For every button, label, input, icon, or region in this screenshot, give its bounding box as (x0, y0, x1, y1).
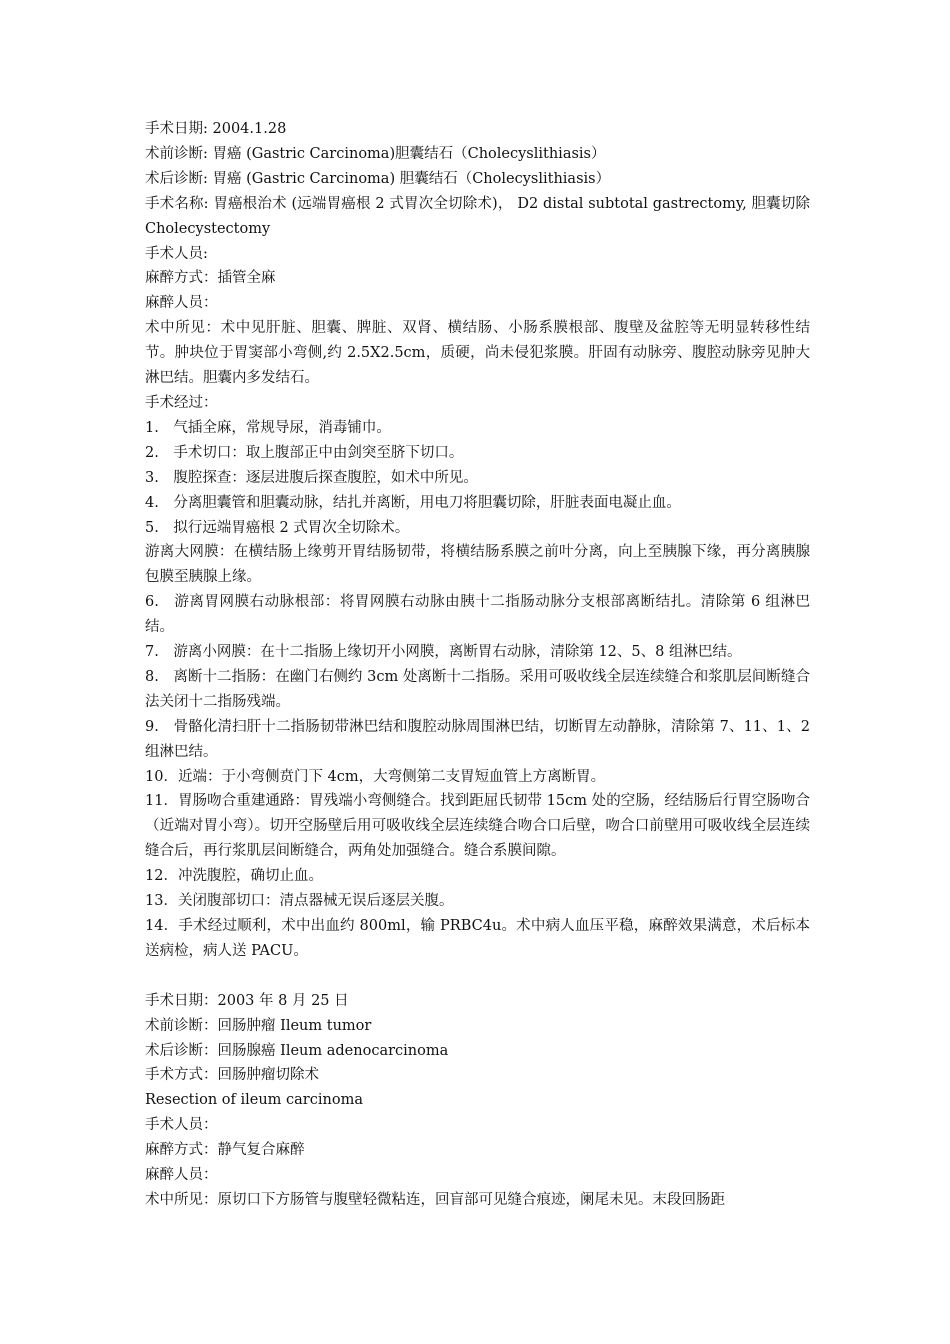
preoperative-diagnosis: 术前诊断: 胃癌 (Gastric Carcinoma)胆囊结石（Cholecyslithiasis） (145, 145, 606, 162)
anesthesia-method: 麻醉方式：插管全麻 (145, 270, 276, 287)
procedure-step: 5. 拟行远端胃癌根 2 式胃次全切除术。 (145, 519, 410, 536)
procedure-english-name: Resection of ileum carcinoma (145, 1092, 363, 1109)
surgical-staff: 手术人员： (145, 1117, 218, 1134)
anesthesia-staff: 麻醉人员： (145, 1167, 218, 1184)
procedure-step: 游离大网膜：在横结肠上缘剪开胃结肠韧带，将横结肠系膜之前叶分离，向上至胰腺下缘，再分离胰腺包膜至胰腺上缘。 (145, 544, 810, 586)
section-spacer (145, 964, 810, 989)
preoperative-diagnosis: 术前诊断：回肠肿瘤 Ileum tumor (145, 1017, 372, 1034)
operation-record-1 (145, 117, 810, 964)
procedure-step: 13．关闭腹部切口：清点器械无误后逐层关腹。 (145, 893, 454, 910)
procedure-step: 1. 气插全麻，常规导尿，消毒铺巾。 (145, 419, 391, 436)
procedure-step: 11．胃肠吻合重建通路：胃残端小弯侧缝合。找到距屈氏韧带 15cm 处的空肠，经结肠后行胃空肠吻合（近端对胃小弯）。切开空肠壁后用可吸收线全层连续缝合吻合口后壁，吻合口前壁用可吸收线全层连续缝合后，再行浆肌层间断缝合，两角处加强缝合。缝合系膜间隙。 (145, 793, 810, 860)
procedure-process-title: 手术经过： (145, 394, 218, 411)
procedure-method: 手术方式：回肠肿瘤切除术 (145, 1067, 319, 1084)
procedure-name: 手术名称: 胃癌根治术 (远端胃癌根 2 式胃次全切除术)， D2 distal subtotal gastrectomy, 胆囊切除 Cholecystectomy (145, 195, 810, 237)
intraoperative-findings: 术中所见：原切口下方肠管与腹壁轻微粘连，回盲部可见缝合痕迹，阑尾未见。末段回肠距 (145, 1191, 725, 1208)
procedure-step: 3. 腹腔探查：逐层进腹后探查腹腔，如术中所见。 (145, 469, 478, 486)
procedure-step: 10．近端：于小弯侧贲门下 4cm，大弯侧第二支胃短血管上方离断胃。 (145, 768, 606, 785)
anesthesia-method: 麻醉方式：静气复合麻醉 (145, 1142, 305, 1159)
postoperative-diagnosis: 术后诊断: 胃癌 (Gastric Carcinoma) 胆囊结石（Cholecyslithiasis） (145, 170, 611, 187)
postoperative-diagnosis: 术后诊断：回肠腺癌 Ileum adenocarcinoma (145, 1042, 449, 1059)
intraoperative-findings: 术中所见：术中见肝脏、胆囊、脾脏、双肾、横结肠、小肠系膜根部、腹壁及盆腔等无明显转移性结节。肿块位于胃窦部小弯侧,约 2.5X2.5cm，质硬，尚未侵犯浆膜。肝固有动脉旁、腹腔动脉旁见肿大淋巴结。胆囊内多发结石。 (145, 320, 810, 387)
surgery-date: 手术日期: 2004.1.28 (145, 121, 287, 137)
document-body (145, 117, 810, 1213)
procedure-step: 2. 手术切口：取上腹部正中由剑突至脐下切口。 (145, 444, 464, 461)
procedure-step: 14．手术经过顺利，术中出血约 800ml，输 PRBC4u。术中病人血压平稳，麻醉效果满意，术后标本送病检，病人送 PACU。 (145, 918, 810, 959)
surgical-staff: 手术人员: (145, 245, 208, 262)
operation-record-2 (145, 989, 810, 1213)
procedure-step: 9. 骨骼化清扫肝十二指肠韧带淋巴结和腹腔动脉周围淋巴结，切断胃左动静脉，清除第 7、11、1、2 组淋巴结。 (145, 718, 810, 760)
procedure-step: 7. 游离小网膜：在十二指肠上缘切开小网膜，离断胃右动脉，清除第 12、5、8 组淋巴结。 (145, 644, 742, 661)
surgery-date: 手术日期：2003 年 8 月 25 日 (145, 992, 349, 1009)
anesthesia-staff: 麻醉人员： (145, 295, 218, 312)
procedure-step: 6. 游离胃网膜右动脉根部：将胃网膜右动脉由胰十二指肠动脉分支根部离断结扎。清除第 6 组淋巴结。 (145, 594, 810, 636)
procedure-step: 8. 离断十二指肠：在幽门右侧约 3cm 处离断十二指肠。采用可吸收线全层连续缝合和浆肌层间断缝合法关闭十二指肠残端。 (145, 668, 810, 710)
procedure-step: 4. 分离胆囊管和胆囊动脉，结扎并离断，用电刀将胆囊切除，肝脏表面电凝止血。 (145, 494, 681, 511)
procedure-step: 12．冲洗腹腔，确切止血。 (145, 868, 323, 885)
